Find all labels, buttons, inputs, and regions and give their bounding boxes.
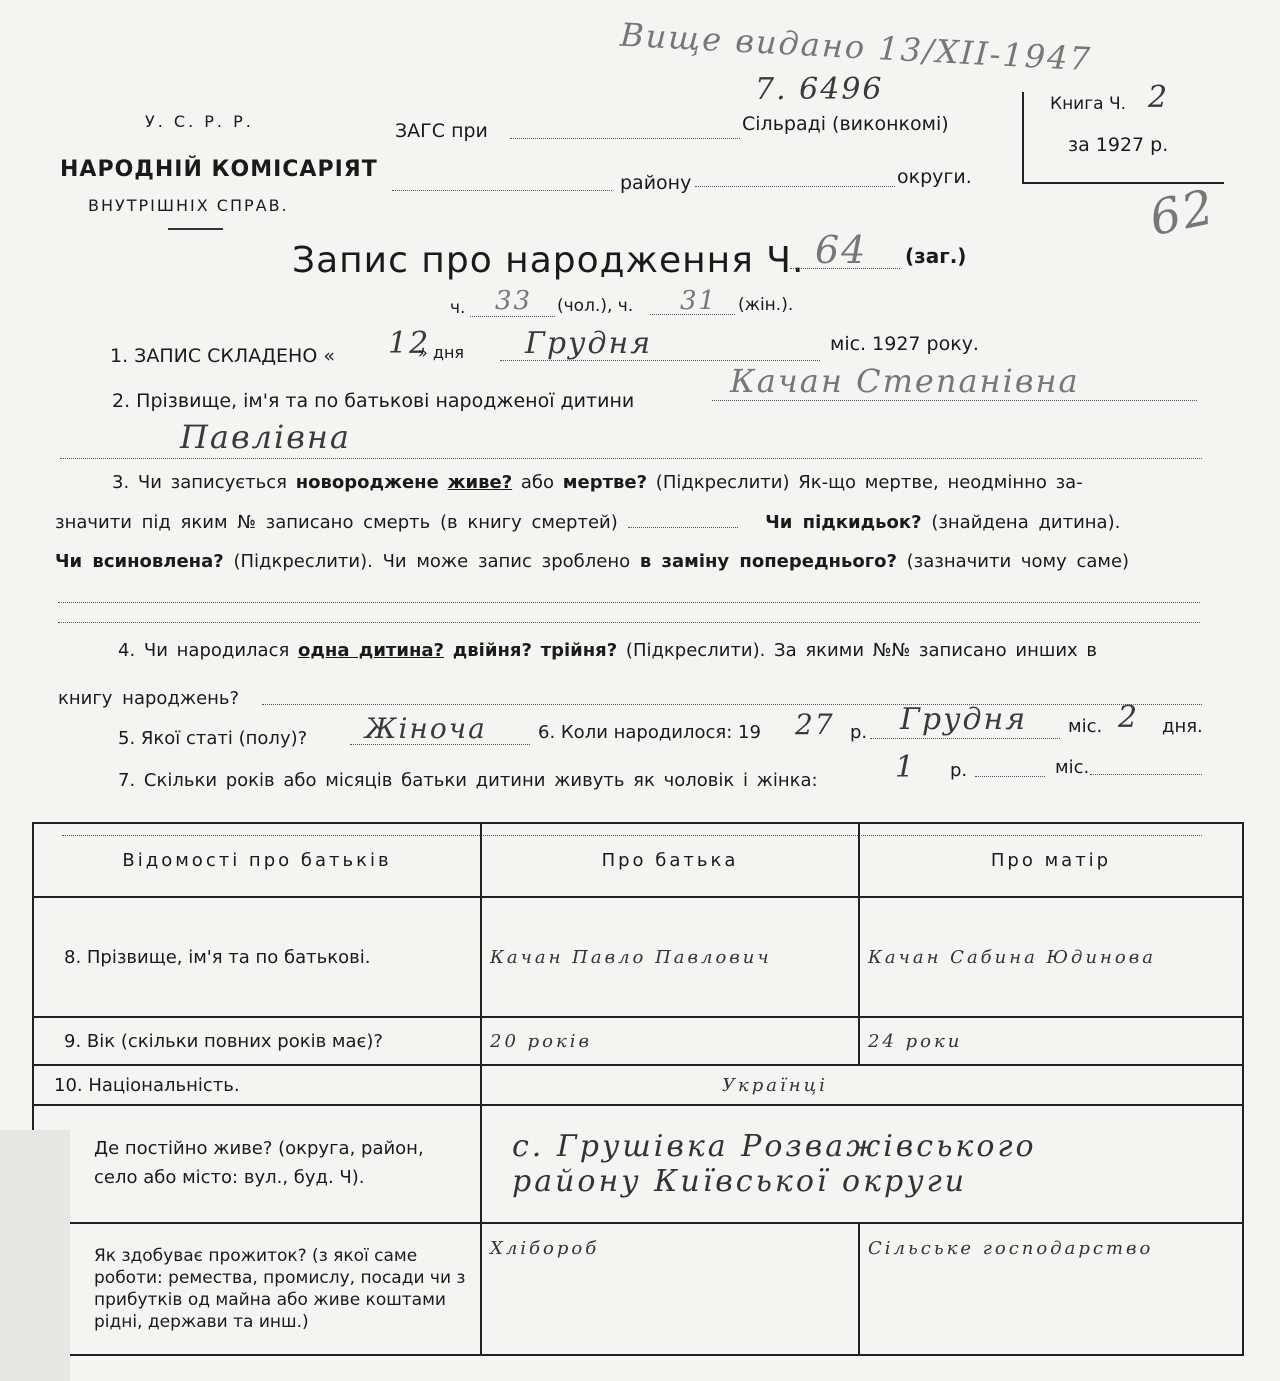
item-4-twins: двійня? bbox=[452, 640, 532, 661]
item-3-dead: мертве? bbox=[562, 472, 648, 493]
item-2-line-2 bbox=[60, 458, 1202, 459]
table-row bbox=[33, 897, 1243, 1017]
republic-label: У. С. Р. Р. bbox=[145, 112, 254, 131]
col-header-info: Відомості про батьків bbox=[33, 823, 481, 897]
item-6-year: 27 bbox=[795, 708, 835, 741]
row-11-shared bbox=[481, 1105, 1243, 1223]
record-number: 64 bbox=[815, 228, 868, 272]
item-6-day: 2 bbox=[1118, 700, 1140, 735]
item-2-label: 2. Прізвище, ім'я та по батькові народженої дитини bbox=[112, 390, 635, 412]
item-7-mis: міс. bbox=[1055, 757, 1090, 778]
okruga-label: округи. bbox=[897, 166, 972, 188]
raion-label: району bbox=[620, 172, 692, 194]
item-3-newborn: новороджене bbox=[295, 472, 439, 493]
book-label: Книга Ч. bbox=[1050, 94, 1127, 114]
row-8-father: Качан Павло Павлович bbox=[481, 897, 859, 1017]
item-1-mid: » дня bbox=[418, 343, 465, 362]
row-10-label: 10. Національність. bbox=[33, 1065, 481, 1105]
row-9-father: 20 років bbox=[481, 1017, 859, 1065]
item-1-day: 12 bbox=[388, 326, 431, 361]
zags-fill-line bbox=[510, 138, 740, 139]
male-number: 33 bbox=[495, 286, 533, 316]
item-3-death-line bbox=[628, 527, 738, 528]
col-header-father: Про батька bbox=[481, 823, 859, 897]
item-3-f: (Підкреслити) Як-що мертве, неодмінно за- bbox=[655, 472, 1083, 493]
item-3-line-b bbox=[58, 622, 1200, 623]
table-row bbox=[33, 1223, 1243, 1355]
row-8-label: 8. Прізвище, ім'я та по батькові. bbox=[33, 897, 481, 1017]
item-3-replacement: в заміну попереднього? bbox=[639, 551, 897, 572]
row-12-label: Як здобуває прожиток? (з якої саме роботи: ремества, промислу, посади чи з прибутків од майна або живе коштами рідні, держави та инш.) bbox=[33, 1223, 481, 1355]
item-4-a: 4. Чи народилася bbox=[118, 640, 290, 661]
item-7-years: 1 bbox=[895, 750, 917, 785]
item-3-line-3 bbox=[55, 551, 1129, 572]
item-4-line bbox=[262, 704, 1202, 705]
item-3-a: 3. Чи записується bbox=[112, 472, 287, 493]
item-3-line2c: (знайдена дитина). bbox=[931, 512, 1121, 533]
okruga-fill-line bbox=[695, 186, 895, 187]
item-4-e: (Підкреслити). За якими №№ записано инших в bbox=[625, 640, 1098, 661]
table-header-row bbox=[33, 823, 1243, 897]
row-9-mother: 24 роки bbox=[859, 1017, 1243, 1065]
row-11-label: Де постійно живе? (округа, район, село або місто: вул., буд. Ч). bbox=[33, 1105, 481, 1223]
department-label: ВНУТРІШНІХ СПРАВ. bbox=[88, 196, 289, 215]
item-1-suffix: міс. 1927 року. bbox=[830, 333, 979, 355]
item-4-line-2: книгу народжень? bbox=[58, 688, 240, 709]
record-number-line bbox=[790, 268, 900, 269]
male-suffix: (чол.), ч. bbox=[557, 296, 634, 316]
record-title: Запис про народження Ч. bbox=[292, 240, 805, 281]
raion-fill-line bbox=[392, 190, 612, 191]
item-4-line-1 bbox=[118, 640, 1097, 661]
parents-table bbox=[32, 822, 1244, 1356]
table-row bbox=[33, 1065, 1243, 1105]
record-suffix: (заг.) bbox=[905, 244, 967, 268]
item-4-single: одна дитина? bbox=[298, 640, 445, 661]
item-3-foundling: Чи підкидьок? bbox=[765, 512, 922, 533]
item-6-month-line bbox=[870, 738, 1060, 739]
item-3-or: або bbox=[520, 472, 555, 493]
item-3-line-1 bbox=[112, 472, 1083, 493]
header-divider bbox=[168, 228, 223, 230]
zags-label: ЗАГС при bbox=[395, 120, 488, 142]
item-5-value: Жіноча bbox=[365, 712, 487, 745]
book-box bbox=[1022, 80, 1224, 184]
item-2-value-1: Качан Степанівна bbox=[730, 362, 1080, 400]
item-7-line-2 bbox=[1090, 774, 1202, 775]
item-3-line3b: (Підкреслити). Чи може запис зроблено bbox=[233, 551, 631, 572]
row-10-shared: Українці bbox=[481, 1065, 1243, 1105]
item-1-month-line bbox=[500, 360, 820, 361]
item-6-month: Грудня bbox=[900, 702, 1028, 737]
item-3-adopted: Чи всиновлена? bbox=[55, 551, 224, 572]
item-7-r: р. bbox=[950, 760, 968, 781]
top-note-annotation: Вище видано 13/XII-1947 bbox=[619, 15, 1093, 79]
female-number: 31 bbox=[680, 286, 718, 316]
female-suffix: (жін.). bbox=[738, 295, 794, 315]
ref-number-annotation: 7. 6496 bbox=[755, 72, 884, 107]
item-7-label: 7. Скільки років або місяців батьки дитини живуть як чоловік і жінка: bbox=[118, 770, 818, 791]
male-line bbox=[470, 316, 555, 317]
table-row bbox=[33, 1105, 1243, 1223]
item-6-label: 6. Коли народилося: 19 bbox=[538, 722, 761, 743]
item-1-month: Грудня bbox=[525, 326, 653, 361]
row-12-mother: Сільське господарство bbox=[859, 1223, 1243, 1355]
row-9-label: 9. Вік (скільки повних років має)? bbox=[33, 1017, 481, 1065]
item-4-triplets: трійня? bbox=[540, 640, 618, 661]
col-header-mother: Про матір bbox=[859, 823, 1243, 897]
item-3-alive: живе? bbox=[447, 472, 513, 493]
page-fold-shadow bbox=[0, 1130, 70, 1381]
item-2-value-2: Павлівна bbox=[180, 418, 351, 456]
item-3-line2a: значити під яким № записано смерть (в книгу смертей) bbox=[55, 512, 618, 533]
item-6-dnia: дня. bbox=[1162, 716, 1203, 737]
item-6-r: р. bbox=[850, 722, 868, 743]
item-3-line3d: (зазначити чому саме) bbox=[906, 551, 1130, 572]
item-6-mis: міс. bbox=[1068, 716, 1103, 737]
item-5-label: 5. Якої статі (полу)? bbox=[118, 728, 308, 749]
item-7-line bbox=[975, 776, 1045, 777]
female-line bbox=[650, 314, 735, 315]
year-label: за 1927 р. bbox=[1068, 134, 1169, 156]
margin-number-annotation: 62 bbox=[1144, 178, 1221, 248]
row-11-shared-2: району Київської округи bbox=[512, 1164, 968, 1199]
item-2-line-1 bbox=[712, 400, 1197, 401]
row-12-father: Хлібороб bbox=[481, 1223, 859, 1355]
rada-label: Сільраді (виконкомі) bbox=[742, 113, 949, 135]
table-row bbox=[33, 1017, 1243, 1065]
item-3-line-2 bbox=[55, 512, 1120, 533]
commissariat-title: НАРОДНІЙ КОМІСАРІЯТ bbox=[60, 157, 378, 182]
item-1-prefix: 1. ЗАПИС СКЛАДЕНО « bbox=[110, 345, 335, 367]
item-5-line bbox=[350, 744, 530, 745]
book-number: 2 bbox=[1148, 80, 1170, 115]
row-8-mother: Качан Сабина Юдинова bbox=[859, 897, 1243, 1017]
item-3-line-a bbox=[58, 602, 1200, 603]
row-11-shared-1: с. Грушівка Розважівського bbox=[512, 1129, 1037, 1164]
male-label: ч. bbox=[450, 298, 466, 318]
